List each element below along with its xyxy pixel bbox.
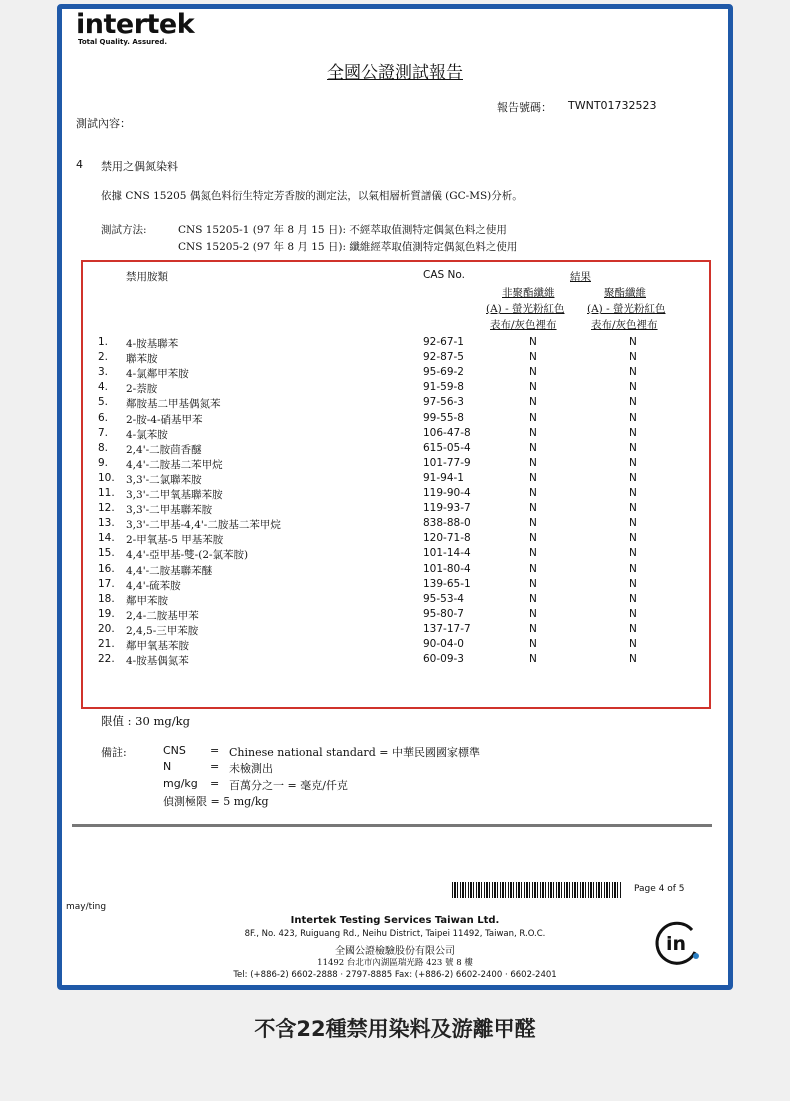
result-a: N: [529, 607, 537, 620]
result-b: N: [629, 592, 637, 605]
amine-name: 4-胺基偶氮苯: [126, 655, 189, 668]
result-a: N: [529, 517, 537, 530]
cas-number: 139-65-1: [423, 577, 471, 590]
amine-name: 鄰甲苯胺: [126, 594, 168, 607]
row-number: 19.: [98, 607, 115, 620]
amine-name: 4-胺基聯苯: [126, 338, 179, 350]
footer-company: Intertek Testing Services Taiwan Ltd.: [290, 915, 500, 926]
row-number: 4.: [98, 381, 109, 394]
table-row: [0, 593, 790, 608]
row-number: 13.: [98, 517, 115, 530]
initials: may/ting: [66, 902, 107, 912]
table-row: [0, 427, 790, 442]
cas-number: 99-55-8: [423, 411, 464, 424]
footer-address-en: 8F., No. 423, Ruiguang Rd., Neihu District, Taipei 11492, Taiwan, R.O.C.: [244, 929, 546, 939]
col-result: 結果: [570, 271, 591, 283]
logo-word: intertek: [76, 9, 195, 40]
cas-number: 101-14-4: [423, 547, 471, 560]
result-b: N: [629, 502, 637, 515]
caption: 不含22種禁用染料及游離甲醛: [254, 1017, 536, 1041]
row-number: 22.: [98, 653, 115, 666]
method-1: CNS 15205-1 (97 年 8 月 15 日): 不經萃取值測特定偶氮色料之使用: [178, 224, 507, 236]
cas-number: 120-71-8: [423, 532, 471, 545]
row-number: 9.: [98, 456, 109, 469]
cas-number: 60-09-3: [423, 653, 464, 666]
row-number: 14.: [98, 532, 115, 545]
amine-name: 3,3'-二甲氧基聯苯胺: [126, 489, 223, 501]
amine-name: 2-甲氧基-5 甲基苯胺: [126, 534, 224, 547]
row-number: 21.: [98, 638, 115, 650]
amine-name: 2,4,5-三甲苯胺: [126, 624, 199, 637]
note-eq-3: =: [210, 777, 220, 790]
cas-number: 615-05-4: [423, 441, 471, 454]
result-a: N: [529, 562, 537, 575]
result-b: N: [629, 532, 637, 545]
result-b: N: [629, 456, 637, 469]
result-b: N: [629, 381, 637, 394]
result-b: N: [629, 638, 637, 650]
amine-name: 聯苯胺: [126, 353, 158, 366]
table-row: [0, 457, 790, 472]
result-a: N: [529, 426, 537, 439]
table-row: [0, 547, 790, 562]
result-a: N: [529, 366, 537, 379]
amine-name: 2-萘胺: [126, 383, 158, 396]
result-b: N: [629, 607, 637, 620]
method-2: CNS 15205-2 (97 年 8 月 15 日): 纖維經萃取值測特定偶氮色料之使用: [178, 241, 518, 253]
result-b: N: [629, 411, 637, 424]
footer-address-zh: 11492 台北市內湖區瑞光路 423 號 8 樓: [317, 958, 473, 968]
note-val-mgkg: 百萬分之一 = 毫克/仟克: [229, 779, 348, 792]
amine-name: 3,3'-二甲基聯苯胺: [126, 504, 213, 517]
cas-number: 91-94-1: [423, 471, 464, 484]
table-row: [0, 532, 790, 547]
page-number: Page 4 of 5: [634, 884, 685, 894]
barcode-image: [452, 882, 622, 898]
cas-number: 119-90-4: [423, 487, 471, 499]
table-row: [0, 563, 790, 578]
table-row: [0, 623, 790, 638]
cas-number: 101-77-9: [423, 456, 471, 469]
result-b: N: [629, 366, 637, 379]
note-eq-2: =: [210, 760, 220, 773]
amine-name: 4,4'-亞甲基-雙-(2-氯苯胺): [126, 549, 249, 562]
note-key-cns: CNS: [163, 744, 186, 757]
svg-text:in: in: [666, 933, 687, 955]
row-number: 2.: [98, 351, 109, 364]
amine-name: 4,4'-硫苯胺: [126, 579, 181, 592]
note-key-n: N: [163, 760, 172, 773]
result-b: N: [629, 336, 637, 348]
row-number: 3.: [98, 366, 109, 379]
sub-b1: 聚酯纖維: [604, 287, 646, 299]
amine-name: 鄰胺基二甲基偶氮苯: [126, 398, 221, 411]
sub-b3: 表布/灰色裡布: [591, 319, 658, 331]
amine-name: 4,4'-二胺基二苯甲烷: [126, 458, 223, 471]
cas-number: 101-80-4: [423, 562, 471, 575]
result-a: N: [529, 638, 537, 650]
row-number: 12.: [98, 502, 115, 515]
result-b: N: [629, 622, 637, 635]
result-a: N: [529, 441, 537, 454]
col-amine: 禁用胺類: [126, 271, 168, 283]
section-name: 禁用之偶氮染料: [101, 160, 178, 173]
report-no: TWNT01732523: [568, 99, 657, 112]
row-number: 10.: [98, 471, 115, 484]
cas-number: 106-47-8: [423, 426, 471, 439]
amine-name: 2-胺-4-硝基甲苯: [126, 413, 203, 426]
amine-name: 2,4'-二胺茴香醚: [126, 443, 202, 456]
result-b: N: [629, 487, 637, 499]
result-a: N: [529, 351, 537, 364]
result-a: N: [529, 487, 537, 499]
row-number: 15.: [98, 547, 115, 560]
sub-a2: (A) - 螢光粉紅色: [486, 303, 565, 315]
table-row: [0, 336, 790, 351]
table-row: [0, 442, 790, 457]
result-b: N: [629, 547, 637, 560]
cas-number: 838-88-0: [423, 517, 471, 530]
result-a: N: [529, 502, 537, 515]
table-row: [0, 608, 790, 623]
amine-name: 4-氯鄰甲苯胺: [126, 368, 189, 381]
amine-name: 鄰甲氧基苯胺: [126, 640, 189, 652]
logo-tagline: Total Quality. Assured.: [78, 38, 167, 46]
result-a: N: [529, 471, 537, 484]
amine-name: 4-氯苯胺: [126, 428, 168, 441]
result-b: N: [629, 471, 637, 484]
section-basis: 依據 CNS 15205 偶氮色料衍生特定芳香胺的測定法，以氣相層析質譜儀 (GC-MS)分析。: [101, 190, 523, 202]
sub-b2: (A) - 螢光粉紅色: [587, 303, 666, 315]
table-row: [0, 412, 790, 427]
section-number: 4: [76, 158, 83, 171]
table-row: [0, 638, 790, 653]
table-row: [0, 517, 790, 532]
test-content-label: 測試內容：: [76, 117, 131, 130]
row-number: 11.: [98, 487, 115, 499]
table-row: [0, 366, 790, 381]
table-row: [0, 472, 790, 487]
sub-a1: 非聚酯纖維: [502, 287, 555, 299]
result-a: N: [529, 336, 537, 348]
result-a: N: [529, 396, 537, 409]
cas-number: 95-69-2: [423, 366, 464, 379]
cas-number: 137-17-7: [423, 622, 471, 635]
amine-name: 4,4'-二胺基聯苯醚: [126, 564, 213, 577]
result-b: N: [629, 653, 637, 666]
table-row: [0, 351, 790, 366]
result-a: N: [529, 653, 537, 666]
amine-name: 3,3'-二氯聯苯胺: [126, 473, 202, 486]
row-number: 8.: [98, 441, 109, 454]
result-b: N: [629, 517, 637, 530]
note-key-mgkg: mg/kg: [163, 777, 198, 790]
result-a: N: [529, 456, 537, 469]
amine-name: 3,3'-二甲基-4,4'-二胺基二苯甲烷: [126, 519, 281, 532]
row-number: 18.: [98, 592, 115, 605]
col-cas: CAS No.: [423, 269, 465, 281]
note-detection-limit: 偵測極限 = 5 mg/kg: [163, 795, 269, 808]
table-row: [0, 578, 790, 593]
intertek-emblem-icon: [652, 917, 702, 967]
result-b: N: [629, 577, 637, 590]
table-row: [0, 653, 790, 668]
cas-number: 97-56-3: [423, 396, 464, 409]
row-number: 20.: [98, 622, 115, 635]
method-label: 測試方法:: [101, 224, 147, 236]
cas-number: 90-04-0: [423, 638, 464, 650]
divider-line: [72, 824, 712, 827]
result-b: N: [629, 441, 637, 454]
cas-number: 91-59-8: [423, 381, 464, 394]
report-no-label: 報告號碼：: [497, 101, 552, 114]
cas-number: 92-87-5: [423, 351, 464, 364]
note-eq-1: =: [210, 744, 220, 757]
result-a: N: [529, 577, 537, 590]
row-number: 5.: [98, 396, 109, 409]
footer-company-zh: 全國公證檢驗股份有限公司: [335, 946, 455, 957]
result-b: N: [629, 396, 637, 409]
table-row: [0, 487, 790, 502]
note-val-n: 未檢測出: [229, 762, 273, 775]
result-a: N: [529, 592, 537, 605]
table-row: [0, 502, 790, 517]
amine-name: 2,4-二胺基甲苯: [126, 609, 199, 622]
result-a: N: [529, 381, 537, 394]
result-a: N: [529, 411, 537, 424]
intertek-logo: [76, 9, 194, 46]
table-row: [0, 381, 790, 396]
report-title: 全國公證測試報告: [327, 63, 463, 83]
sub-a3: 表布/灰色裡布: [490, 319, 557, 331]
result-b: N: [629, 426, 637, 439]
row-number: 1.: [98, 336, 109, 348]
result-b: N: [629, 562, 637, 575]
result-b: N: [629, 351, 637, 364]
cas-number: 119-93-7: [423, 502, 471, 515]
result-a: N: [529, 622, 537, 635]
table-row: [0, 396, 790, 411]
row-number: 16.: [98, 562, 115, 575]
cas-number: 92-67-1: [423, 336, 464, 348]
cas-number: 95-53-4: [423, 592, 464, 605]
row-number: 6.: [98, 411, 109, 424]
note-val-cns: Chinese national standard = 中華民國國家標準: [229, 746, 480, 759]
result-a: N: [529, 547, 537, 560]
row-number: 7.: [98, 426, 109, 439]
result-a: N: [529, 532, 537, 545]
notes-label: 備註:: [101, 746, 127, 759]
footer-tel: Tel: (+886-2) 6602-2888 · 2797-8885 Fax: (+886-2) 6602-2400 · 6602-2401: [233, 970, 557, 980]
limit-text: 限值 : 30 mg/kg: [101, 714, 190, 728]
cas-number: 95-80-7: [423, 607, 464, 620]
row-number: 17.: [98, 577, 115, 590]
